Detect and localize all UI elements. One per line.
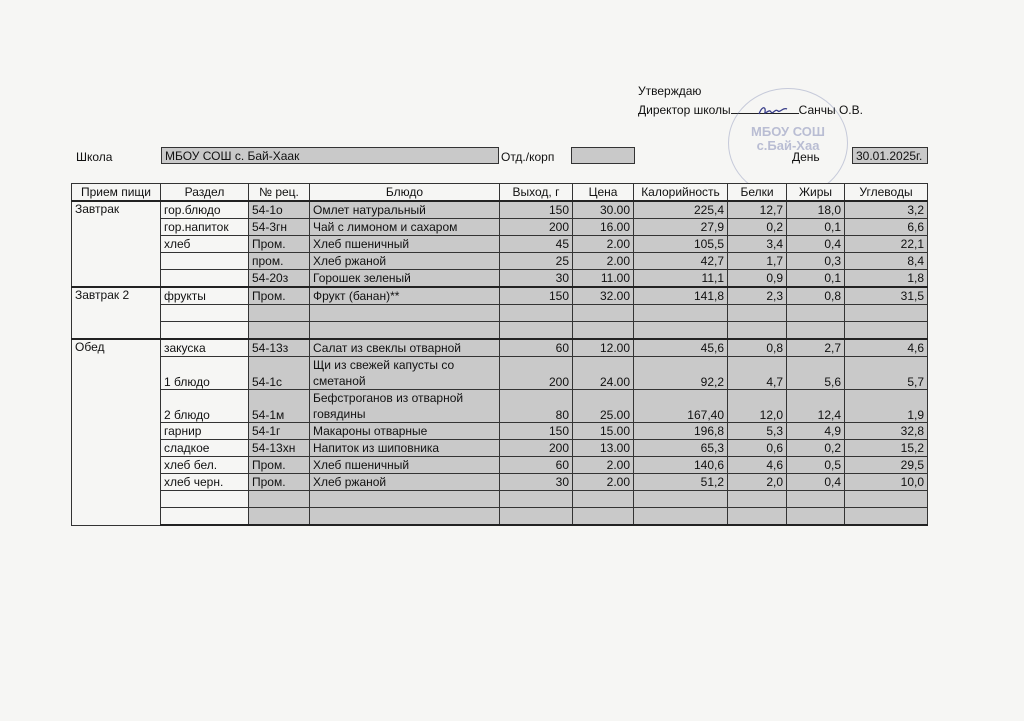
table-cell: Пром. [249,287,310,305]
table-cell: 150 [500,201,573,219]
table-cell [634,322,728,340]
table-cell: 196,8 [634,423,728,440]
table-row [72,219,928,236]
table-cell: 25 [500,253,573,270]
table-cell [500,305,573,322]
table-cell: 150 [500,287,573,305]
table-row [72,423,928,440]
table-cell: 30 [500,270,573,288]
table-cell: 0,9 [728,270,787,288]
table-cell [845,305,928,322]
table-cell: 2,7 [787,339,845,357]
table-cell: 10,0 [845,474,928,491]
table-cell: 11,1 [634,270,728,288]
day-label: День [792,150,820,164]
table-cell: 65,3 [634,440,728,457]
table-row [72,457,928,474]
table-cell: 22,1 [845,236,928,253]
table-cell: 54-1с [249,357,310,390]
table-cell: 200 [500,219,573,236]
table-cell [161,491,249,508]
table-cell: 141,8 [634,287,728,305]
table-cell [787,322,845,340]
table-cell: 54-3гн [249,219,310,236]
table-row [72,474,928,491]
table-cell: хлеб черн. [161,474,249,491]
table-cell [787,305,845,322]
table-cell: 60 [500,457,573,474]
stamp-text-2: с.Бай-Хаа [756,138,820,153]
table-cell [249,508,310,526]
table-cell: 150 [500,423,573,440]
table-row [72,508,928,526]
table-cell [500,508,573,526]
table-cell: 60 [500,339,573,357]
table-cell: Хлеб ржаной [310,474,500,491]
table-row [72,236,928,253]
table-cell: фрукты [161,287,249,305]
table-row [72,491,928,508]
table-cell: 45,6 [634,339,728,357]
table-cell: Щи из свежей капусты со сметаной [310,357,500,390]
table-cell: 15,2 [845,440,928,457]
table-cell: 54-1м [249,390,310,423]
table-cell [845,491,928,508]
table-cell: 1,7 [728,253,787,270]
table-cell: 29,5 [845,457,928,474]
table-row [72,390,928,423]
table-cell: 1 блюдо [161,357,249,390]
table-cell: 0,4 [787,236,845,253]
table-row [72,201,928,219]
table-cell: 30 [500,474,573,491]
table-cell [161,253,249,270]
table-cell: 25.00 [573,390,634,423]
table-cell: 2.00 [573,236,634,253]
table-cell [787,491,845,508]
meal-name-cell: Завтрак 2 [72,287,161,339]
table-cell: 0,2 [728,219,787,236]
table-cell: 6,6 [845,219,928,236]
table-cell: 24.00 [573,357,634,390]
table-cell: 27,9 [634,219,728,236]
table-cell: 0,1 [787,219,845,236]
table-cell [573,508,634,526]
menu-table [71,183,928,526]
table-cell [161,270,249,288]
table-cell: гор.блюдо [161,201,249,219]
table-cell: Бефстроганов из отварной говядины [310,390,500,423]
table-cell: гор.напиток [161,219,249,236]
table-cell: 2,0 [728,474,787,491]
table-cell: 140,6 [634,457,728,474]
table-cell [728,491,787,508]
table-cell: гарнир [161,423,249,440]
table-cell [634,508,728,526]
table-cell [310,322,500,340]
col-header: Цена [573,184,634,202]
table-cell: 32,8 [845,423,928,440]
stamp-text-1: МБОУ СОШ [751,124,825,139]
day-field[interactable]: 30.01.2025г. [852,147,928,164]
table-cell: 8,4 [845,253,928,270]
table-cell [500,322,573,340]
table-cell: 5,6 [787,357,845,390]
table-cell: 0,6 [728,440,787,457]
table-cell [728,322,787,340]
table-cell: 32.00 [573,287,634,305]
table-cell [573,322,634,340]
table-cell [845,508,928,526]
dept-field[interactable] [571,147,635,164]
table-cell: 54-20з [249,270,310,288]
table-cell: пром. [249,253,310,270]
table-cell: 54-13хн [249,440,310,457]
table-cell: 15.00 [573,423,634,440]
table-cell: хлеб [161,236,249,253]
table-cell: 54-13з [249,339,310,357]
table-cell: 42,7 [634,253,728,270]
table-cell: Напиток из шиповника [310,440,500,457]
table-row [72,339,928,357]
table-row [72,440,928,457]
table-cell: 2.00 [573,253,634,270]
table-cell [634,305,728,322]
table-cell: Хлеб пшеничный [310,457,500,474]
table-cell: 54-1г [249,423,310,440]
table-cell: Чай с лимоном и сахаром [310,219,500,236]
table-cell: 11.00 [573,270,634,288]
table-cell [573,305,634,322]
col-header: Раздел [161,184,249,202]
meal-name-cell: Завтрак [72,201,161,287]
school-label: Школа [76,150,113,164]
table-cell: Пром. [249,457,310,474]
col-header: Калорийность [634,184,728,202]
handwritten-signature [756,104,790,118]
table-cell [728,305,787,322]
school-field[interactable]: МБОУ СОШ с. Бай-Хаак [161,147,499,164]
table-cell: 0,8 [787,287,845,305]
approve-title: Утверждаю [638,84,702,98]
table-cell: Пром. [249,236,310,253]
table-cell: 4,6 [728,457,787,474]
table-header-row [72,184,928,202]
table-cell: 4,6 [845,339,928,357]
table-cell: 3,4 [728,236,787,253]
col-header: Прием пищи [72,184,161,202]
table-cell: 12.00 [573,339,634,357]
table-row [72,287,928,305]
table-cell: Хлеб пшеничный [310,236,500,253]
table-cell: 0,3 [787,253,845,270]
table-cell: хлеб бел. [161,457,249,474]
table-cell: 4,9 [787,423,845,440]
table-cell: 45 [500,236,573,253]
table-cell: 2.00 [573,474,634,491]
table-cell: 2.00 [573,457,634,474]
col-header: Белки [728,184,787,202]
table-cell: 31,5 [845,287,928,305]
table-cell [845,322,928,340]
table-cell: 5,7 [845,357,928,390]
table-cell: сладкое [161,440,249,457]
table-cell [161,305,249,322]
table-cell [249,305,310,322]
table-cell: 18,0 [787,201,845,219]
table-cell: Горошек зеленый [310,270,500,288]
table-row [72,305,928,322]
table-cell: 51,2 [634,474,728,491]
table-cell: 13.00 [573,440,634,457]
table-cell [249,491,310,508]
table-cell: Макароны отварные [310,423,500,440]
table-cell: 2,3 [728,287,787,305]
table-cell [787,508,845,526]
table-cell: 0,8 [728,339,787,357]
table-cell [310,508,500,526]
table-cell: 4,7 [728,357,787,390]
director-name: Санчы О.В. [798,103,863,117]
table-cell: закуска [161,339,249,357]
col-header: Выход, г [500,184,573,202]
table-cell: 1,9 [845,390,928,423]
col-header: Жиры [787,184,845,202]
table-row [72,357,928,390]
table-cell [310,305,500,322]
table-cell: 54-1о [249,201,310,219]
table-cell: Фрукт (банан)** [310,287,500,305]
table-cell: 30.00 [573,201,634,219]
table-cell [161,508,249,526]
table-cell: 0,2 [787,440,845,457]
table-cell: Омлет натуральный [310,201,500,219]
table-cell: 0,1 [787,270,845,288]
table-cell: Салат из свеклы отварной [310,339,500,357]
col-header: Углеводы [845,184,928,202]
table-cell: Хлеб ржаной [310,253,500,270]
table-cell: 12,0 [728,390,787,423]
table-row [72,270,928,288]
table-cell [161,322,249,340]
table-cell: 3,2 [845,201,928,219]
table-cell: 0,4 [787,474,845,491]
table-row [72,253,928,270]
table-cell: 1,8 [845,270,928,288]
table-cell: 80 [500,390,573,423]
table-cell: 200 [500,440,573,457]
table-cell: 2 блюдо [161,390,249,423]
table-cell: 200 [500,357,573,390]
table-cell: 12,4 [787,390,845,423]
table-cell: Пром. [249,474,310,491]
table-cell: 0,5 [787,457,845,474]
table-cell [728,508,787,526]
col-header: Блюдо [310,184,500,202]
table-cell: 5,3 [728,423,787,440]
director-label: Директор школы [638,103,731,117]
table-cell: 105,5 [634,236,728,253]
table-cell: 92,2 [634,357,728,390]
table-cell: 167,40 [634,390,728,423]
table-cell [634,491,728,508]
col-header: № рец. [249,184,310,202]
table-cell [310,491,500,508]
table-cell [573,491,634,508]
table-row [72,322,928,340]
dept-label: Отд./корп [501,150,555,164]
table-cell [500,491,573,508]
table-cell: 225,4 [634,201,728,219]
table-cell [249,322,310,340]
table-cell: 16.00 [573,219,634,236]
meal-name-cell: Обед [72,339,161,525]
table-cell: 12,7 [728,201,787,219]
